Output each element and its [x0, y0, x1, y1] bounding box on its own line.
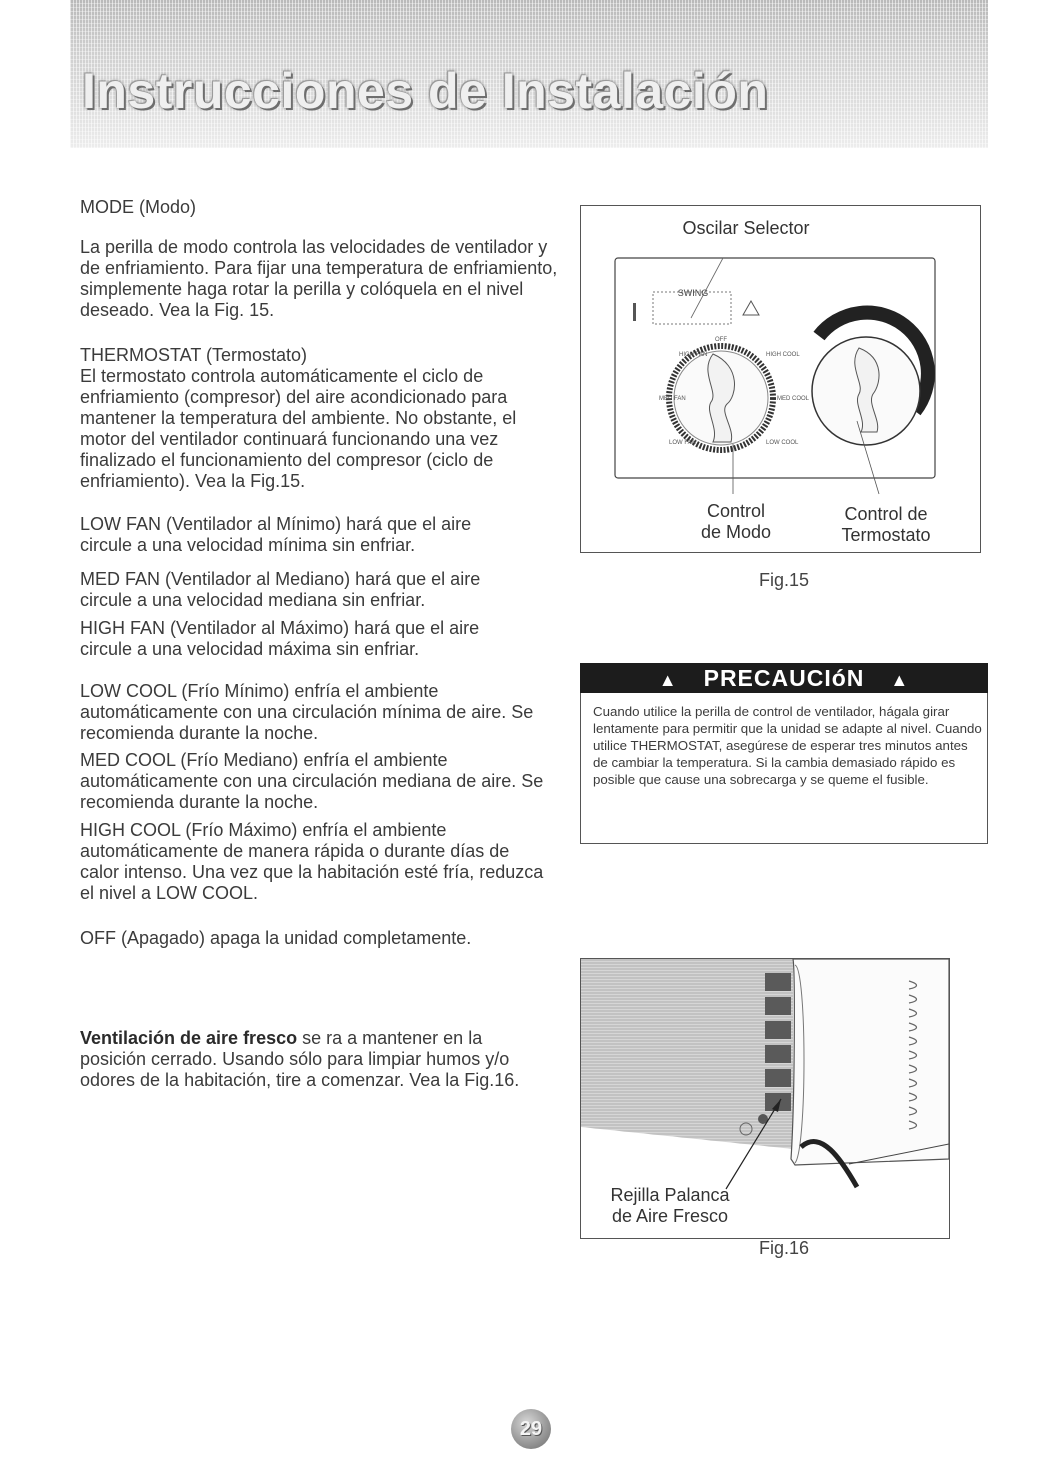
low-cool-paragraph: LOW COOL (Frío Mínimo) enfría el ambiente automáticamente con una circulación mínima de aire. Se recomienda durante la noche. — [80, 681, 534, 743]
med-fan-paragraph: MED FAN (Ventilador al Mediano) hará que el aire circule a una velocidad mediana sin enfriar. — [80, 569, 481, 610]
caution-title: PRECAUCIóN — [703, 665, 865, 691]
caution-body — [580, 693, 988, 844]
page-title: Instrucciones de Instalación — [82, 63, 769, 119]
dial-label-med-cool: MED COOL — [777, 396, 810, 402]
warning-icon: ▲ — [658, 670, 678, 690]
fig16-caption: Fig.16 — [759, 1238, 810, 1258]
fresh-air-lever-label — [595, 1185, 745, 1227]
dial-label-high-fan: HIGH FAN — [679, 352, 708, 358]
control-termostato-line-2: Termostato — [841, 525, 931, 545]
thermostat-heading: THERMOSTAT (Termostato) — [80, 345, 308, 365]
fig15-caption: Fig.15 — [759, 570, 810, 590]
thermostat-knob[interactable] — [812, 313, 928, 445]
caution-header — [580, 663, 988, 693]
control-termostato-label — [821, 504, 951, 546]
dial-label-high-cool: HIGH COOL — [766, 352, 800, 358]
dial-label-low-cool: LOW COOL — [766, 440, 799, 446]
control-modo-line-2: de Modo — [700, 522, 772, 542]
high-cool-paragraph: HIGH COOL (Frío Máximo) enfría el ambiente automáticamente de manera rápida o durante días de calor intenso. Una vez que la habitación esté fría, reduzca el nivel a LOW COOL. — [80, 820, 544, 903]
fig15-box — [580, 205, 981, 553]
warning-icon: ▲ — [890, 670, 910, 690]
oscilar-selector-label: Oscilar Selector — [682, 218, 810, 238]
fig16-box — [580, 958, 950, 1239]
fresh-air-description: se ra a mantener en la posición cerrado. Usando sólo para limpiar humos y/o odores de la habitación, tire a comenzar. Vea la Fig.16. — [80, 1028, 520, 1090]
control-modo-line-1: Control — [706, 501, 766, 521]
mode-heading: MODE (Modo) — [80, 197, 197, 217]
header-banner — [70, 0, 988, 148]
fresh-air-lever-line-2: de Aire Fresco — [611, 1206, 729, 1226]
low-fan-paragraph: LOW FAN (Ventilador al Mínimo) hará que el aire circule a una velocidad mínima sin enfriar. — [80, 514, 472, 555]
page-number-badge: 29 — [511, 1409, 551, 1449]
swing-label: SWING — [677, 288, 709, 298]
off-paragraph: OFF (Apagado) apaga la unidad completamente. — [80, 928, 472, 948]
caution-text: Cuando utilice la perilla de control de ventilador, hágala girar lentamente para permitir que la unidad se adapte al nivel. Cuando utilice THERMOSTAT, asegúrese de esperar tres minutos antes de cambiar la temperatura. Si la cambia demasiado rápido es posible que cause una sobrecarga y se queme el fusible. — [593, 704, 982, 787]
fresh-air-paragraph — [80, 1028, 520, 1091]
fresh-air-lever-line-1: Rejilla Palanca — [610, 1185, 730, 1205]
thermostat-paragraph: El termostato controla automáticamente el ciclo de enfriamiento (compresor) del aire acondicionado para mantener la temperatura del ambiente. No obstante, el motor del ventilador continuará funcionando una vez finalizado el funcionamiento del compresor (ciclo de enfriamiento). Vea la Fig.15. — [80, 366, 517, 491]
mode-paragraph: La perilla de modo controla las velocidades de ventilador y de enfriamiento. Para fijar una temperatura de enfriamiento, simplemente haga rotar la perilla y colóquela en el nivel deseado. Vea la Fig. 15. — [80, 237, 558, 320]
dial-label-low-fan: LOW FAN — [669, 440, 697, 446]
dial-label-med-fan: MED FAN — [659, 396, 686, 402]
control-termostato-line-1: Control de — [844, 504, 928, 524]
dial-label-off: OFF — [715, 337, 727, 343]
med-cool-paragraph: MED COOL (Frío Mediano) enfría el ambiente automáticamente con una circulación mediana de aire. Se recomienda durante la noche. — [80, 750, 544, 812]
high-fan-paragraph: HIGH FAN (Ventilador al Máximo) hará que el aire circule a una velocidad máxima sin enfriar. — [80, 618, 480, 659]
fresh-air-term: Ventilación de aire fresco — [80, 1028, 298, 1048]
control-modo-label — [681, 501, 791, 543]
